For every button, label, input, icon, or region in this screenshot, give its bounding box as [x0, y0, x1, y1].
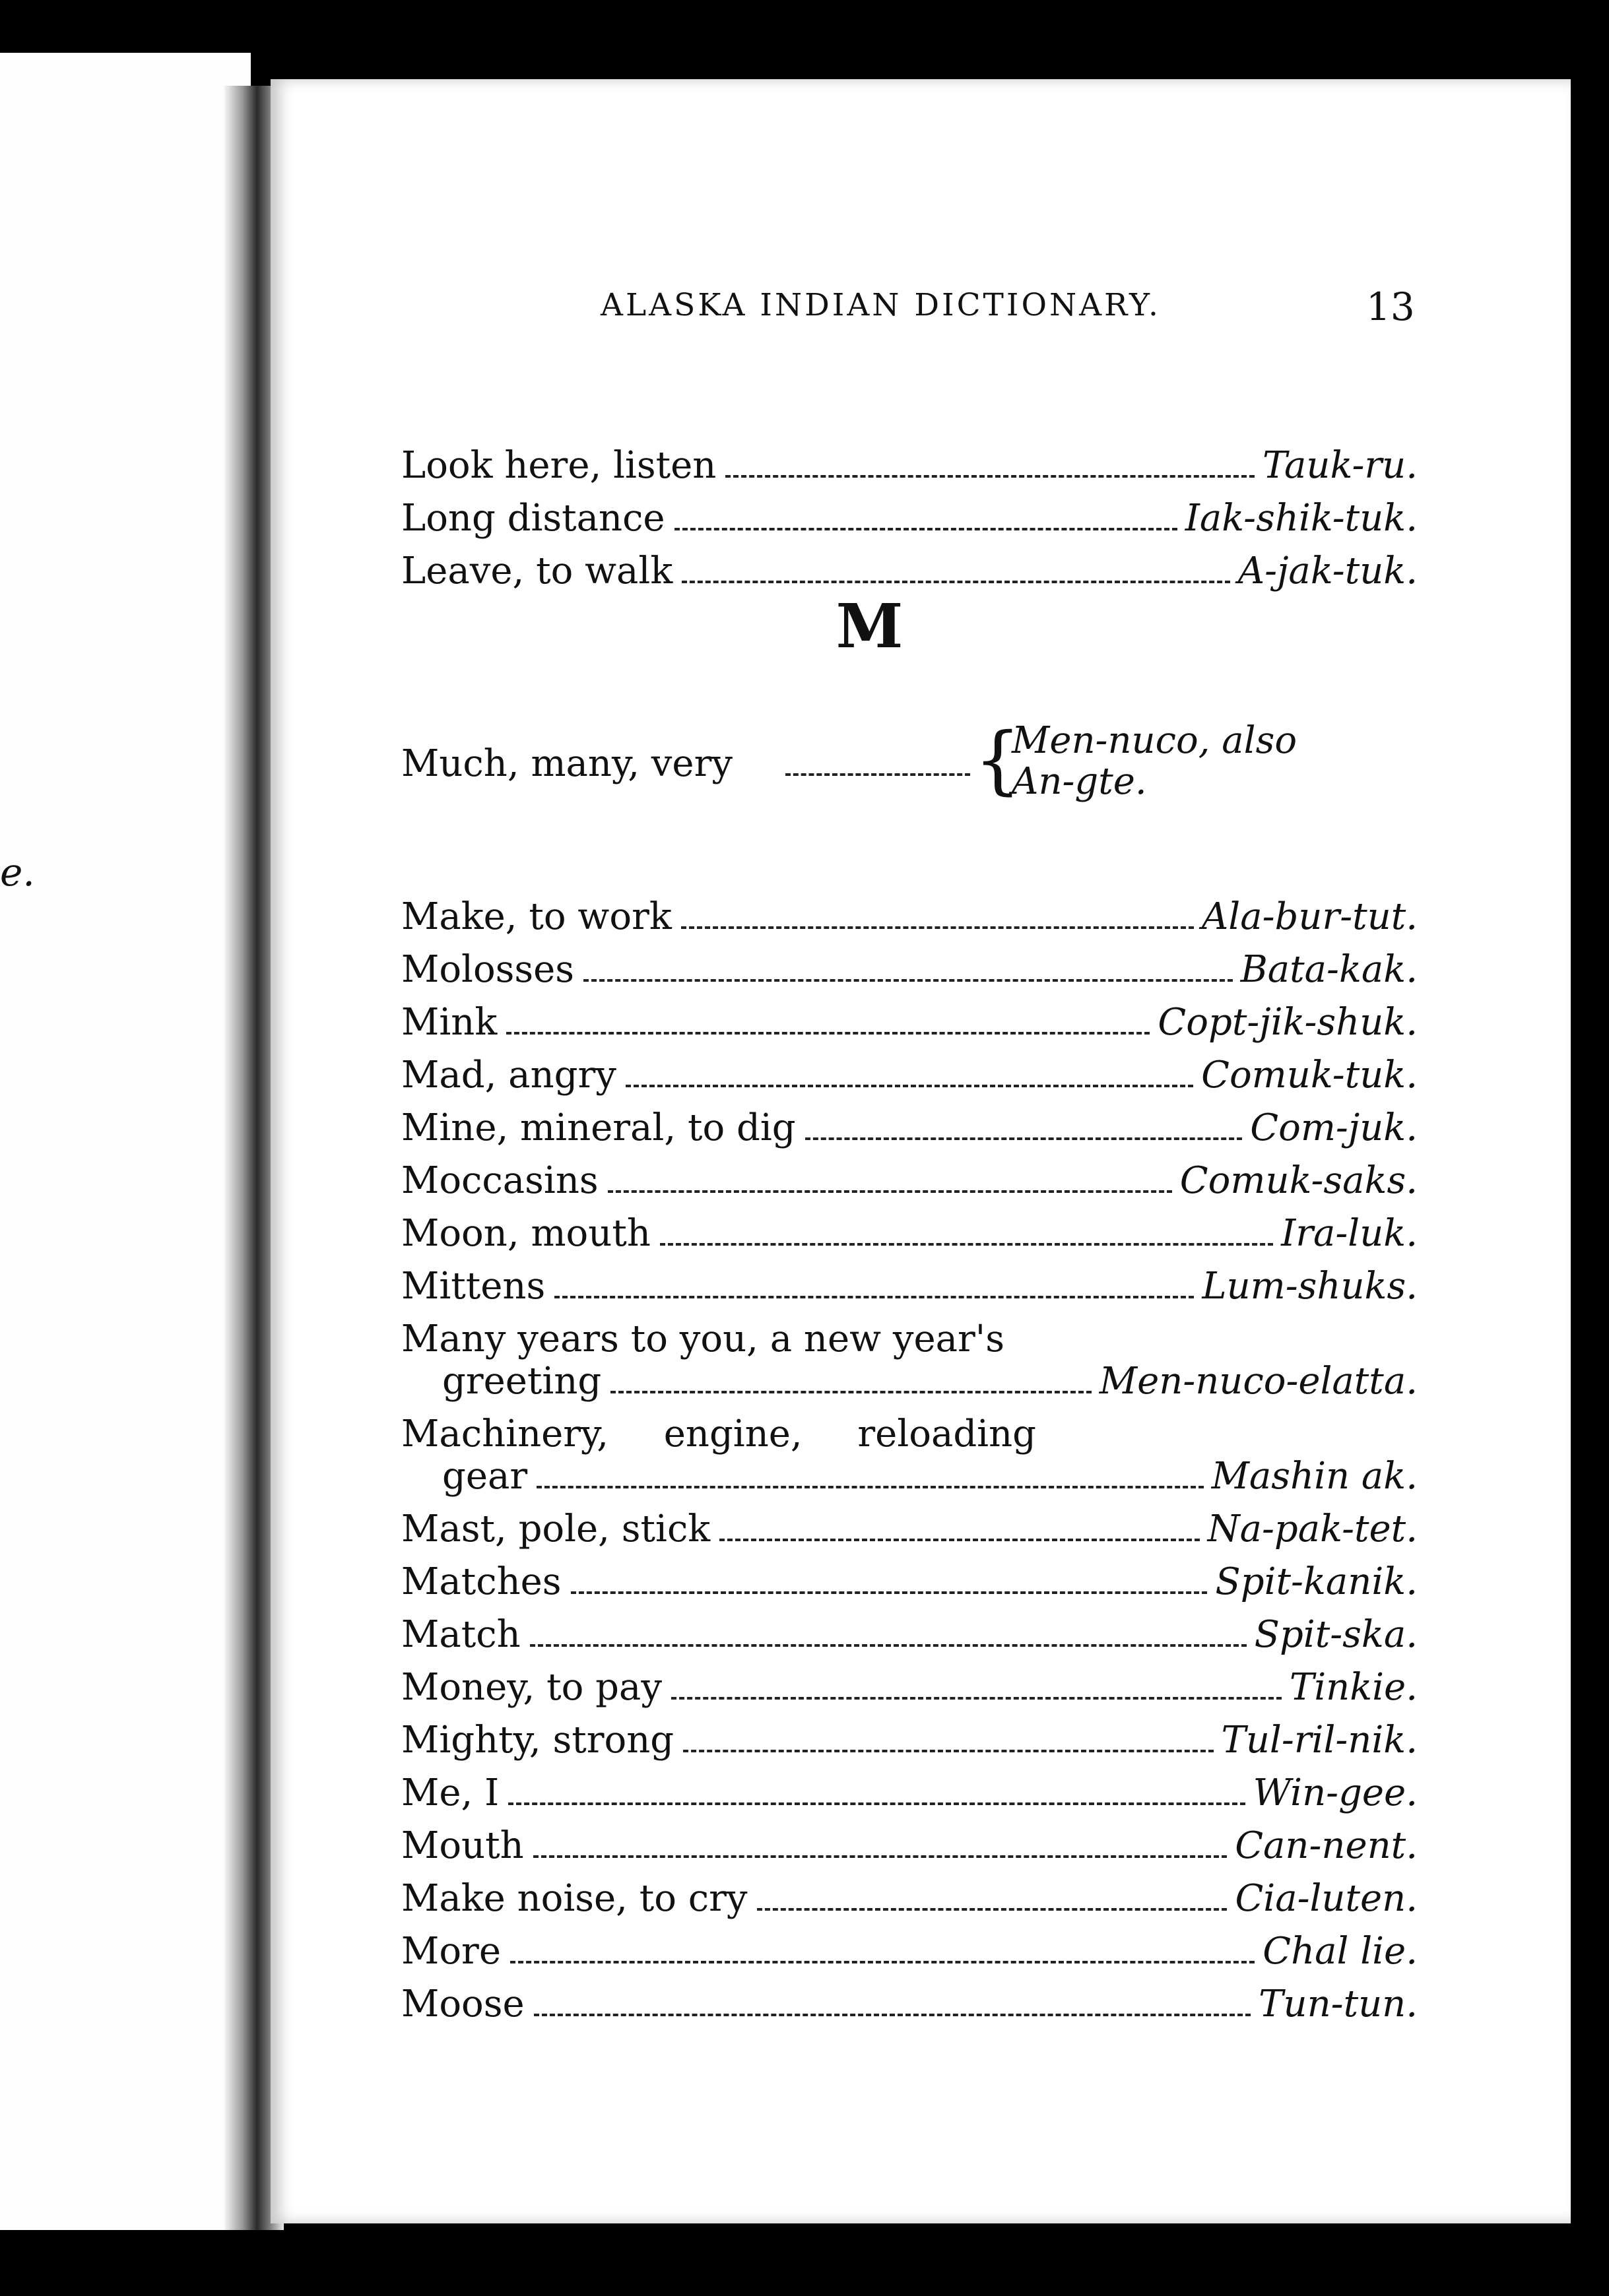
entry-first-line: Many years to you, a new year's	[401, 1318, 1004, 1360]
dictionary-entry	[401, 1610, 1418, 1660]
previous-page-fragment: e.	[0, 850, 35, 895]
dictionary-entry	[401, 1979, 1418, 2029]
entry-term: Leave, to walk	[401, 550, 673, 592]
dictionary-entry	[401, 1663, 1418, 1713]
dot-leader	[534, 2014, 1251, 2016]
dictionary-entry-braced	[401, 719, 1490, 805]
dot-leader	[682, 581, 1230, 583]
entry-translation: Com-juk.	[1250, 1106, 1418, 1149]
previous-page	[0, 53, 251, 2230]
dot-leader	[554, 1296, 1194, 1298]
entry-word: engine,	[663, 1413, 803, 1455]
dot-leader	[683, 1750, 1213, 1752]
entry-translation: Copt-jik-shuk.	[1158, 1001, 1418, 1044]
entry-translation: Comuk-tuk.	[1201, 1054, 1418, 1097]
entry-term: Make noise, to cry	[401, 1877, 748, 1920]
dictionary-entry	[401, 1156, 1418, 1206]
dot-leader	[785, 773, 970, 776]
running-head	[271, 284, 1571, 340]
dictionary-entry	[401, 945, 1418, 995]
dictionary-entry	[401, 998, 1418, 1048]
dot-leader	[571, 1591, 1208, 1594]
entry-term: Mast, pole, stick	[401, 1508, 711, 1550]
entry-term: Long distance	[401, 497, 665, 540]
dictionary-entry	[442, 1356, 1418, 1407]
dot-leader	[610, 1391, 1092, 1393]
dictionary-entry	[401, 1050, 1418, 1100]
entry-term: Moose	[401, 1983, 525, 2025]
dot-leader	[725, 475, 1255, 478]
entry-term: Match	[401, 1613, 521, 1656]
entry-term: Make, to work	[401, 895, 672, 938]
entry-translation: Spit-ska.	[1254, 1613, 1418, 1656]
entry-term: Moon, mouth	[401, 1212, 651, 1255]
entry-term: Mine, mineral, to dig	[401, 1106, 796, 1149]
entry-translation: Ira-luk.	[1281, 1212, 1418, 1255]
entry-translation: Tinkie.	[1289, 1666, 1418, 1709]
entry-term: greeting	[442, 1360, 602, 1403]
entry-translation: Spit-kanik.	[1215, 1560, 1418, 1603]
dictionary-entry	[401, 1874, 1418, 1924]
dictionary-entry	[401, 1504, 1418, 1554]
dictionary-entry	[401, 1715, 1418, 1766]
dictionary-entry	[401, 1209, 1418, 1259]
entry-term: Money, to pay	[401, 1666, 662, 1709]
section-letter: M	[836, 590, 903, 662]
dot-leader	[530, 1644, 1247, 1647]
entry-term: Mittens	[401, 1265, 546, 1308]
dictionary-entry	[401, 1927, 1418, 1977]
page-number: 13	[1366, 284, 1415, 329]
dictionary-entry	[401, 1103, 1418, 1153]
entry-translation: Tun-tun.	[1259, 1983, 1418, 2025]
entry-translation: A-jak-tuk.	[1237, 550, 1418, 592]
dot-leader	[508, 1802, 1245, 1805]
entry-translation-alt: An-gte.	[1012, 760, 1147, 803]
dot-leader	[537, 1486, 1203, 1488]
brace-glyph: {	[974, 717, 1022, 803]
entry-term: More	[401, 1930, 501, 1973]
dot-leader	[626, 1085, 1193, 1087]
entry-translation: Mashin ak.	[1211, 1455, 1418, 1498]
dot-leader	[681, 926, 1194, 929]
dictionary-entry	[442, 1451, 1418, 1502]
entry-term: Matches	[401, 1560, 562, 1603]
entry-term: Mighty, strong	[401, 1719, 674, 1762]
entry-term: Mad, angry	[401, 1054, 616, 1097]
dictionary-entry	[401, 494, 1418, 544]
entry-term: Molosses	[401, 948, 575, 991]
entry-translation: Comuk-saks.	[1179, 1159, 1418, 1202]
entry-translation: Lum-shuks.	[1202, 1265, 1418, 1308]
entry-translation: Can-nent.	[1235, 1824, 1418, 1867]
dot-leader	[671, 1697, 1282, 1700]
dictionary-entry	[401, 441, 1418, 491]
dot-leader	[533, 1855, 1227, 1858]
entry-term: gear	[442, 1455, 528, 1498]
entry-translation: Men-nuco, also	[1012, 719, 1297, 762]
dot-leader	[805, 1137, 1243, 1140]
entry-term: Look here, listen	[401, 444, 717, 487]
entry-translation: Tauk-ru.	[1263, 444, 1418, 487]
dictionary-page	[271, 79, 1571, 2223]
dictionary-entry	[401, 1768, 1418, 1818]
entry-translation: Win-gee.	[1253, 1771, 1418, 1814]
dot-leader	[608, 1190, 1172, 1193]
dot-leader	[719, 1539, 1199, 1541]
dot-leader	[660, 1243, 1273, 1246]
entry-term: Me, I	[401, 1771, 500, 1814]
entry-translation: Chal lie.	[1263, 1930, 1418, 1973]
entry-translation: Bata-kak.	[1240, 948, 1418, 991]
entry-translation: Ala-bur-tut.	[1201, 895, 1418, 938]
entry-translation: Tul-ril-nik.	[1221, 1719, 1418, 1762]
dictionary-entry	[401, 1557, 1418, 1607]
entry-word: Machinery,	[401, 1413, 609, 1455]
dot-leader	[510, 1961, 1255, 1963]
dot-leader	[506, 1032, 1150, 1035]
entry-term: Mink	[401, 1001, 498, 1044]
entry-translation: Cia-luten.	[1235, 1877, 1418, 1920]
entry-translation: Iak-shik-tuk.	[1185, 497, 1418, 540]
entry-word: reloading	[857, 1413, 1036, 1455]
entry-translation: Na-pak-tet.	[1207, 1508, 1418, 1550]
dictionary-entry	[401, 1821, 1418, 1871]
entry-term: Much, many, very	[401, 742, 733, 785]
dot-leader	[757, 1908, 1228, 1911]
dot-leader	[674, 528, 1177, 530]
entry-translation: Men-nuco-elatta.	[1099, 1360, 1418, 1403]
dictionary-entry	[401, 546, 1418, 596]
entry-term: Moccasins	[401, 1159, 599, 1202]
entry-term: Mouth	[401, 1824, 524, 1867]
running-title: ALASKA INDIAN DICTIONARY.	[601, 287, 1161, 323]
dot-leader	[583, 979, 1233, 982]
dictionary-entry	[401, 892, 1418, 942]
dictionary-entry	[401, 1261, 1418, 1312]
